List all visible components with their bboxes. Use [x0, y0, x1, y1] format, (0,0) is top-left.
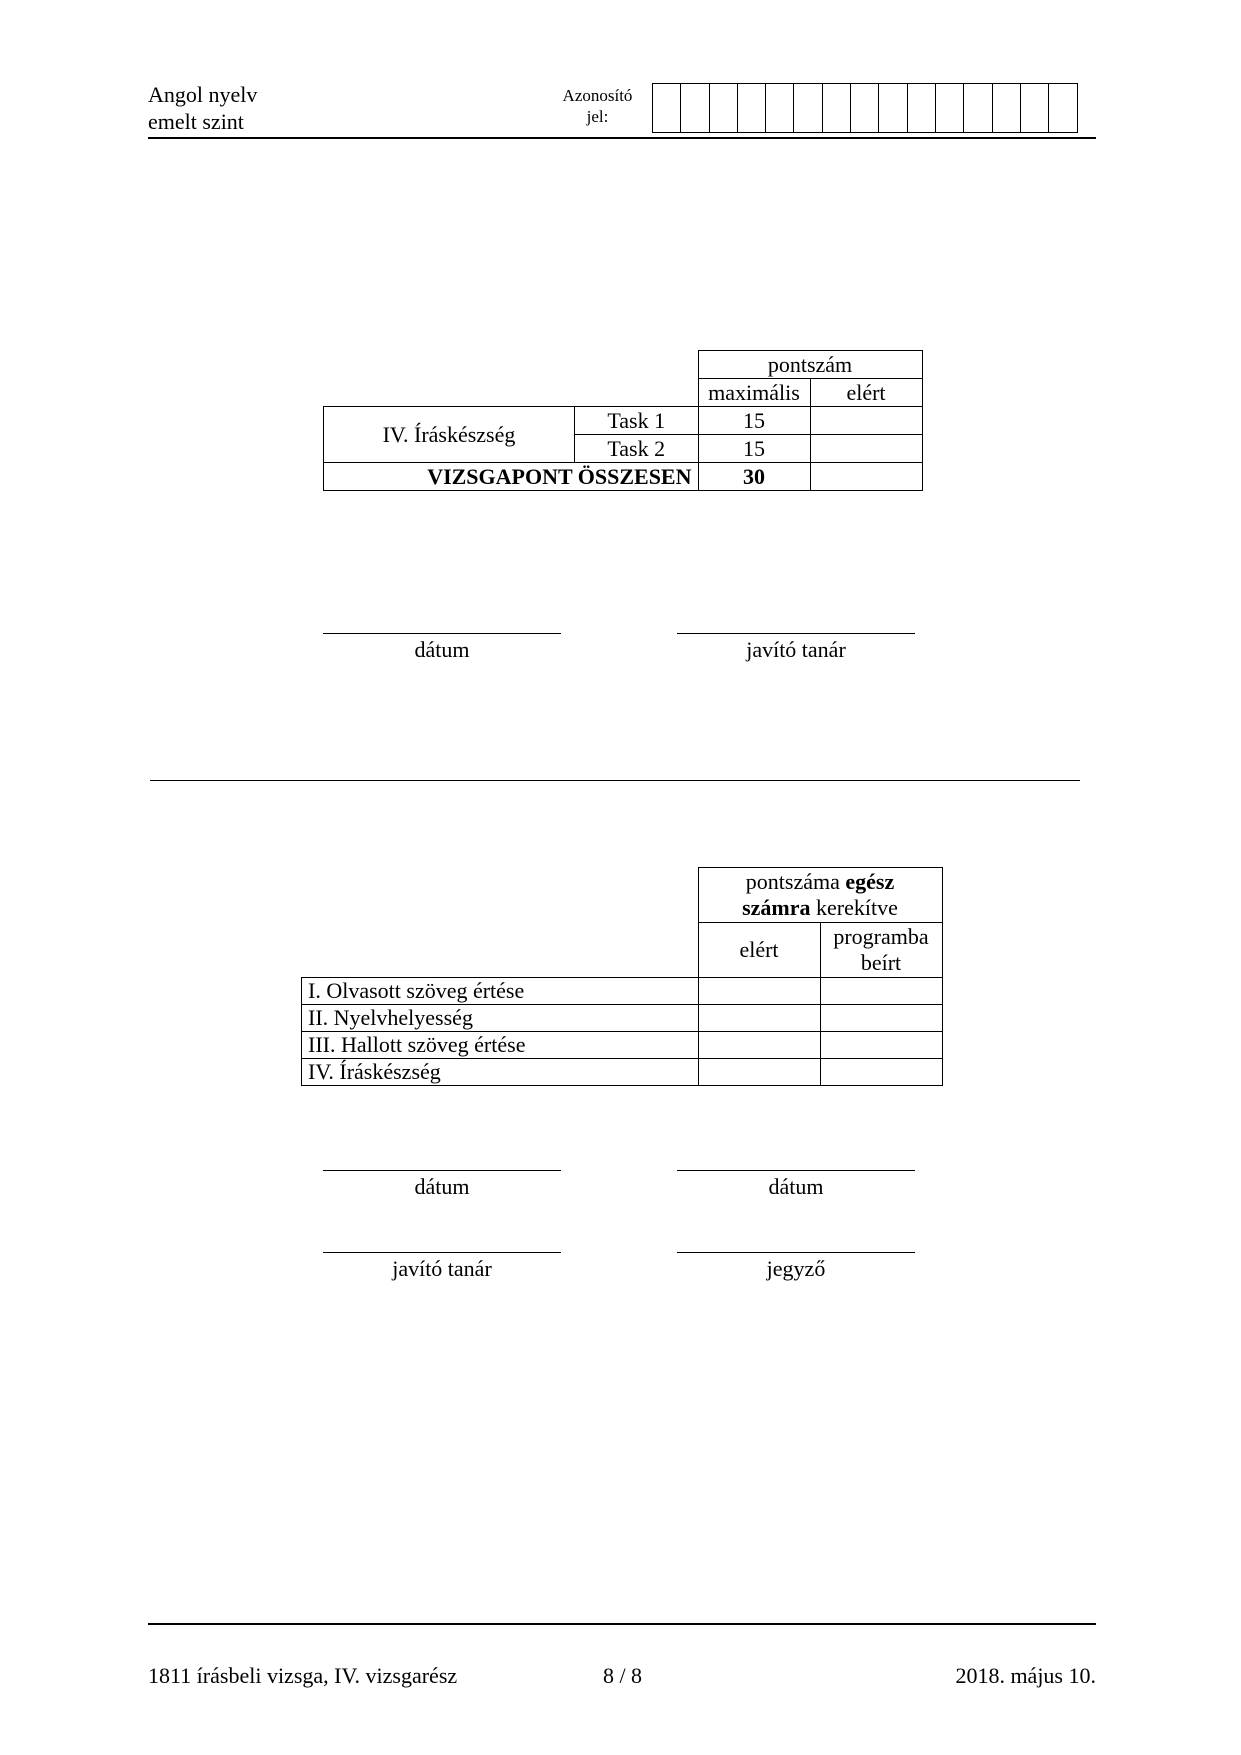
footer-rule	[148, 1623, 1096, 1625]
program-score-cell[interactable]	[820, 1059, 942, 1086]
total-row	[324, 463, 923, 491]
col-header-points: pontszám	[698, 351, 922, 379]
max-score: 15	[698, 407, 810, 435]
table-row	[324, 407, 923, 435]
program-score-cell[interactable]	[820, 978, 942, 1005]
col-header-achieved: elért	[810, 379, 922, 407]
signature-line	[323, 1252, 561, 1253]
achieved-score-cell[interactable]	[698, 1032, 820, 1059]
achieved-score-cell[interactable]	[810, 435, 922, 463]
task-label: Task 2	[575, 435, 699, 463]
id-code-box[interactable]	[908, 84, 936, 132]
row-label: I. Olvasott szöveg értése	[302, 978, 699, 1005]
col-header-rounded-points	[698, 868, 942, 923]
signature-caption: dátum	[414, 1174, 470, 1199]
table-row	[302, 978, 943, 1005]
signature-line	[323, 633, 561, 634]
achieved-score-cell[interactable]	[698, 1059, 820, 1086]
id-label-line2: jel:	[586, 107, 609, 126]
id-code-box[interactable]	[823, 84, 851, 132]
signature-line	[323, 1170, 561, 1171]
id-code-box[interactable]	[681, 84, 709, 132]
achieved-score-cell[interactable]	[698, 978, 820, 1005]
header-subject	[148, 81, 257, 135]
id-code-box[interactable]	[879, 84, 907, 132]
task-label: Task 1	[575, 407, 699, 435]
col-header-achieved: elért	[698, 923, 820, 978]
row-label: IV. Íráskészség	[302, 1059, 699, 1086]
subject-level: emelt szint	[148, 109, 244, 134]
score-table-writing	[323, 350, 923, 491]
table-subheader-row	[302, 923, 943, 978]
signature-line	[677, 1170, 915, 1171]
page-number: 8 / 8	[602, 1663, 643, 1688]
row-label: III. Hallott szöveg értése	[302, 1032, 699, 1059]
header-text-1: pontszáma	[745, 869, 846, 894]
header-bold-2: számra	[742, 895, 811, 920]
total-achieved-cell[interactable]	[810, 463, 922, 491]
table-subheader-row	[324, 379, 923, 407]
table-row	[302, 1032, 943, 1059]
id-code-box[interactable]	[936, 84, 964, 132]
id-code-box[interactable]	[993, 84, 1021, 132]
id-code-box[interactable]	[1049, 84, 1077, 132]
id-code-boxes[interactable]	[652, 83, 1078, 133]
table-row	[302, 1005, 943, 1032]
achieved-score-cell[interactable]	[698, 1005, 820, 1032]
id-code-box[interactable]	[766, 84, 794, 132]
signature-caption: javító tanár	[392, 1256, 492, 1281]
col-header-program-line2: beírt	[860, 950, 902, 975]
header-text-2: kerekítve	[810, 895, 898, 920]
id-code-box[interactable]	[738, 84, 766, 132]
id-code-box[interactable]	[851, 84, 879, 132]
section-label: IV. Íráskészség	[324, 407, 575, 463]
table-header-row	[302, 868, 943, 923]
footer-date: 2018. május 10.	[955, 1663, 1096, 1688]
signature-notary[interactable]	[677, 1252, 915, 1281]
id-label-line1: Azonosító	[562, 86, 633, 105]
id-code-box[interactable]	[964, 84, 992, 132]
program-score-cell[interactable]	[820, 1005, 942, 1032]
table-header-row	[324, 351, 923, 379]
col-header-program	[820, 923, 942, 978]
signature-caption: jegyző	[766, 1256, 826, 1281]
header-bold-1: egész	[845, 869, 895, 894]
achieved-score-cell[interactable]	[810, 407, 922, 435]
col-header-program-line1: programba	[833, 924, 929, 949]
header-rule	[148, 137, 1096, 139]
signature-line	[677, 1252, 915, 1253]
signature-date[interactable]	[323, 633, 561, 662]
program-score-cell[interactable]	[820, 1032, 942, 1059]
max-score: 15	[698, 435, 810, 463]
signature-teacher[interactable]	[323, 1252, 561, 1281]
subject-name: Angol nyelv	[148, 82, 258, 107]
total-label: VIZSGAPONT ÖSSZESEN	[324, 463, 699, 491]
signature-teacher[interactable]	[677, 633, 915, 662]
score-table-summary	[301, 867, 943, 1086]
id-code-box[interactable]	[653, 84, 681, 132]
signature-date-teacher[interactable]	[323, 1170, 561, 1199]
signature-line	[677, 633, 915, 634]
signature-caption: dátum	[768, 1174, 824, 1199]
signature-caption: javító tanár	[746, 637, 846, 662]
signature-date-notary[interactable]	[677, 1170, 915, 1199]
total-max-score: 30	[698, 463, 810, 491]
signature-caption: dátum	[414, 637, 470, 662]
table-row	[302, 1059, 943, 1086]
id-label	[555, 85, 640, 127]
row-label: II. Nyelvhelyesség	[302, 1005, 699, 1032]
id-code-box[interactable]	[710, 84, 738, 132]
id-code-box[interactable]	[794, 84, 822, 132]
id-code-box[interactable]	[1021, 84, 1049, 132]
footer-exam-info: 1811 írásbeli vizsga, IV. vizsgarész	[148, 1663, 458, 1688]
section-divider	[150, 780, 1080, 781]
col-header-max: maximális	[698, 379, 810, 407]
